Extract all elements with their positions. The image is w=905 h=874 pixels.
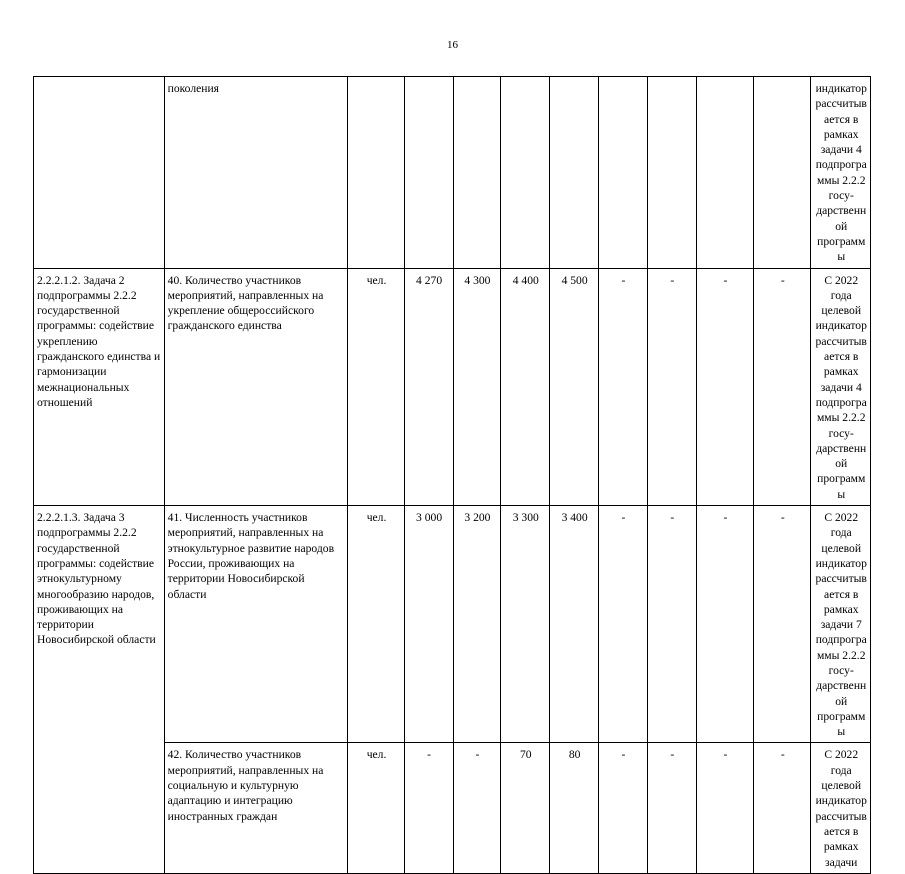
table-row	[34, 506, 871, 743]
note-cell: С 2022 года целевой индикатор рассчитывается в рамках задачи 4 подпрограммы 2.2.2 госу-дарственной программы	[811, 268, 871, 505]
value-cell: 4 400	[501, 268, 550, 505]
value-cell: -	[754, 506, 811, 743]
value-cell: -	[599, 268, 648, 505]
value-cell	[404, 77, 453, 269]
value-cell: -	[453, 743, 501, 873]
value-cell: 3 300	[501, 506, 550, 743]
value-cell: -	[647, 506, 696, 743]
task-cell: 2.2.2.1.2. Задача 2 подпрограммы 2.2.2 государственной программы: содействие укреплению гражданского единства и гармонизации межнациональных отношений	[34, 268, 165, 505]
value-cell: -	[647, 268, 696, 505]
note-cell: С 2022 года целевой индикатор рассчитывается в рамках задачи	[811, 743, 871, 873]
value-cell: -	[647, 743, 696, 873]
unit-cell: чел.	[348, 506, 404, 743]
note-cell: С 2022 года целевой индикатор рассчитывается в рамках задачи 7 подпрограммы 2.2.2 госу-дарственной программы	[811, 506, 871, 743]
value-cell	[501, 77, 550, 269]
value-cell: -	[599, 506, 648, 743]
task-cell: 2.2.2.1.3. Задача 3 подпрограммы 2.2.2 государственной программы: содействие этнокультурному многообразию народов, проживающих на территории Новосибирской области	[34, 506, 165, 874]
indicators-table	[33, 76, 871, 874]
page-number: 16	[447, 39, 458, 51]
indicator-cell: 42. Количество участников мероприятий, направленных на социальную и культурную адаптацию и интеграцию иностранных граждан	[164, 743, 348, 873]
value-cell	[754, 77, 811, 269]
value-cell	[453, 77, 501, 269]
indicator-cell: 41. Численность участников мероприятий, направленных на этнокультурное развитие народов России, проживающих на территории Новосибирской области	[164, 506, 348, 743]
value-cell: 70	[501, 743, 550, 873]
table-row	[34, 77, 871, 269]
value-cell: -	[696, 506, 753, 743]
value-cell: 3 400	[550, 506, 599, 743]
value-cell: -	[754, 743, 811, 873]
value-cell: 80	[550, 743, 599, 873]
task-cell	[34, 77, 165, 269]
value-cell: 4 270	[404, 268, 453, 505]
unit-cell	[348, 77, 404, 269]
value-cell: 3 200	[453, 506, 501, 743]
value-cell: -	[754, 268, 811, 505]
unit-cell: чел.	[348, 268, 404, 505]
indicator-cell: поколения	[164, 77, 348, 269]
value-cell: 4 300	[453, 268, 501, 505]
value-cell: -	[696, 743, 753, 873]
value-cell: -	[696, 268, 753, 505]
indicator-cell: 40. Количество участников мероприятий, направленных на укрепление общероссийского гражданского единства	[164, 268, 348, 505]
value-cell	[550, 77, 599, 269]
table-row	[34, 268, 871, 505]
value-cell	[696, 77, 753, 269]
value-cell: -	[599, 743, 648, 873]
value-cell	[599, 77, 648, 269]
value-cell: 3 000	[404, 506, 453, 743]
value-cell: -	[404, 743, 453, 873]
note-cell: индикатор рассчитывается в рамках задачи 4 подпрограммы 2.2.2 госу-дарственной программы	[811, 77, 871, 269]
value-cell: 4 500	[550, 268, 599, 505]
value-cell	[647, 77, 696, 269]
unit-cell: чел.	[348, 743, 404, 873]
